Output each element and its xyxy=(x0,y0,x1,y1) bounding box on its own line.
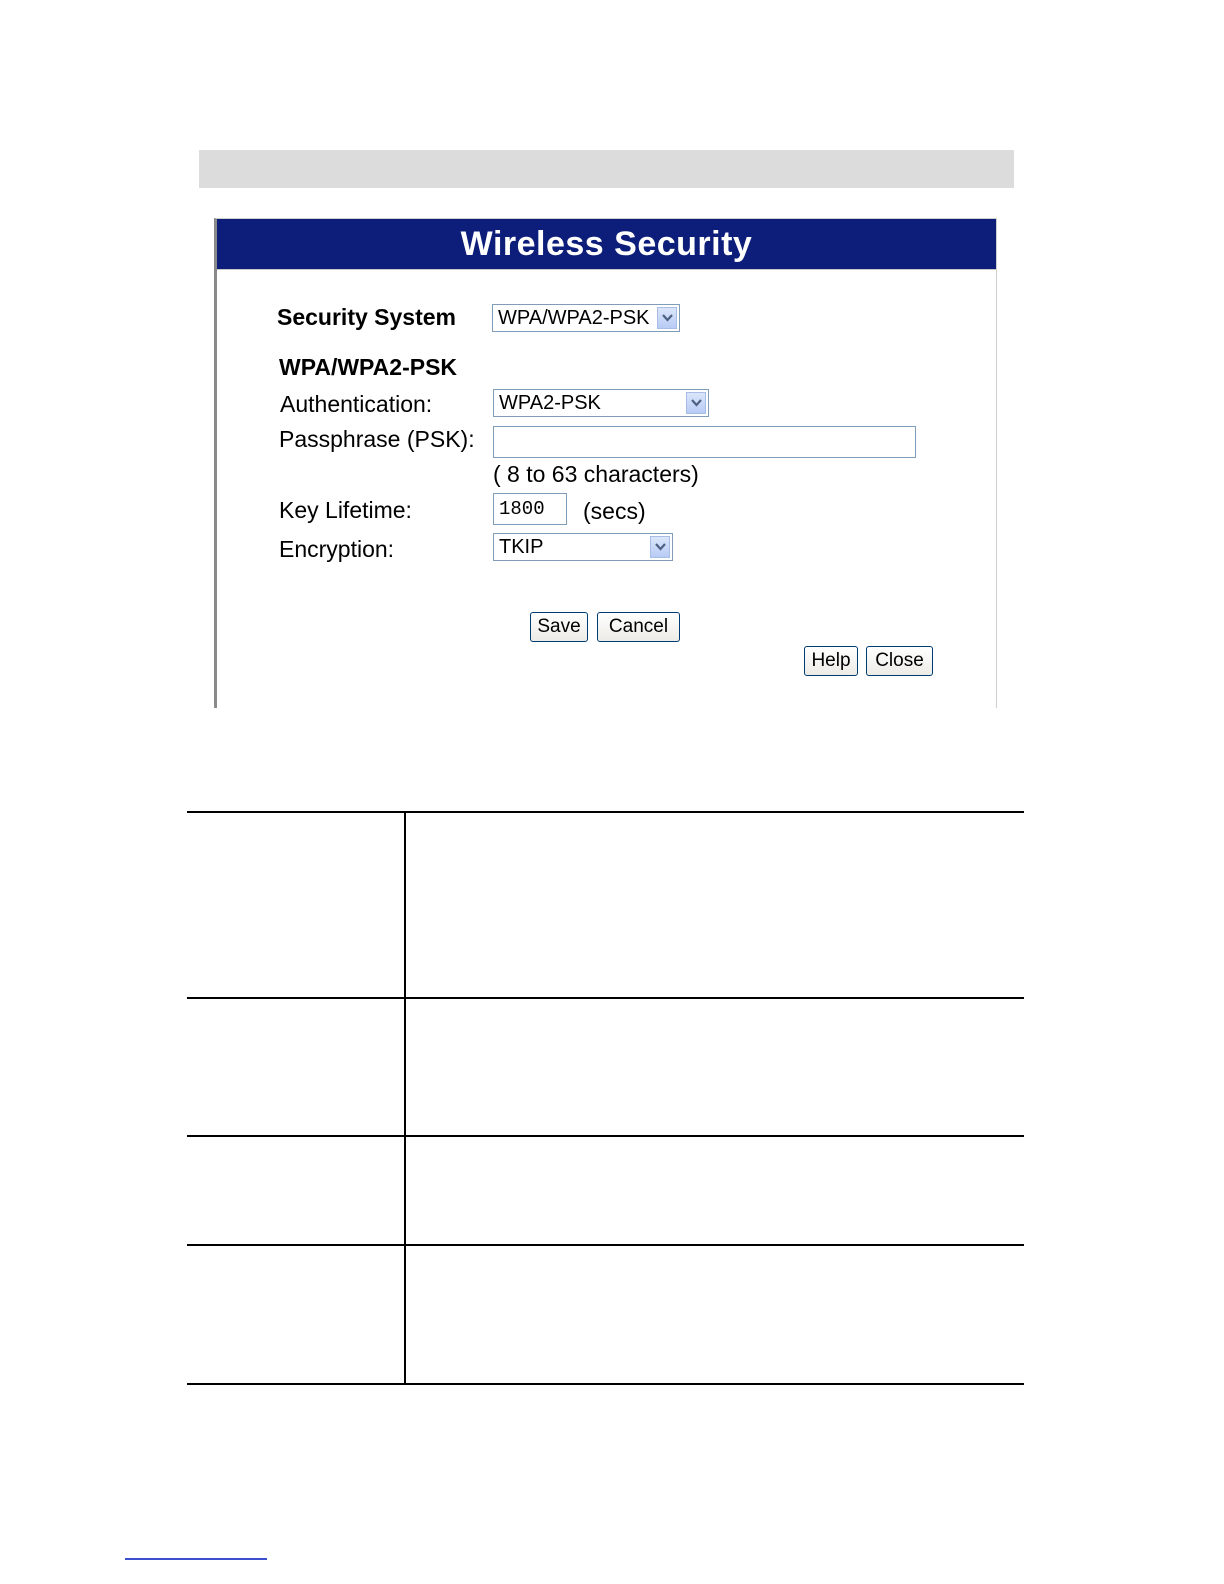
footnote-rule xyxy=(125,1558,267,1560)
passphrase-hint: ( 8 to 63 characters) xyxy=(493,461,699,487)
help-button[interactable]: Help xyxy=(804,646,858,676)
table-row-divider xyxy=(187,1244,1024,1246)
description-table xyxy=(187,811,1024,1385)
authentication-select[interactable] xyxy=(493,389,709,417)
table-column-divider xyxy=(404,811,406,1385)
key-lifetime-unit: (secs) xyxy=(583,498,646,524)
chevron-down-icon[interactable] xyxy=(650,536,670,558)
chevron-down-icon[interactable] xyxy=(686,392,706,414)
table-row-divider xyxy=(187,1135,1024,1137)
authentication-value: WPA2-PSK xyxy=(499,392,601,414)
authentication-label: Authentication: xyxy=(280,391,433,417)
encryption-select[interactable] xyxy=(493,533,673,561)
key-lifetime-input[interactable]: 1800 xyxy=(493,493,567,525)
encryption-label: Encryption: xyxy=(279,536,395,562)
security-system-select[interactable] xyxy=(492,304,680,332)
close-button[interactable]: Close xyxy=(866,646,933,676)
wpa-section-heading: WPA/WPA2-PSK xyxy=(279,354,458,380)
passphrase-label: Passphrase (PSK): xyxy=(279,426,475,452)
save-button[interactable]: Save xyxy=(530,612,588,642)
chevron-down-icon[interactable] xyxy=(657,307,677,329)
panel-title: Wireless Security xyxy=(217,219,996,270)
table-row-divider xyxy=(187,997,1024,999)
top-gray-bar xyxy=(199,150,1014,188)
key-lifetime-label: Key Lifetime: xyxy=(279,497,412,523)
security-system-label: Security System xyxy=(277,304,456,330)
cancel-button[interactable]: Cancel xyxy=(597,612,680,642)
encryption-value: TKIP xyxy=(499,536,544,558)
table-row-divider xyxy=(187,811,1024,813)
table-row-divider xyxy=(187,1383,1024,1385)
passphrase-input[interactable] xyxy=(493,426,916,458)
security-system-value: WPA/WPA2-PSK xyxy=(498,307,650,329)
